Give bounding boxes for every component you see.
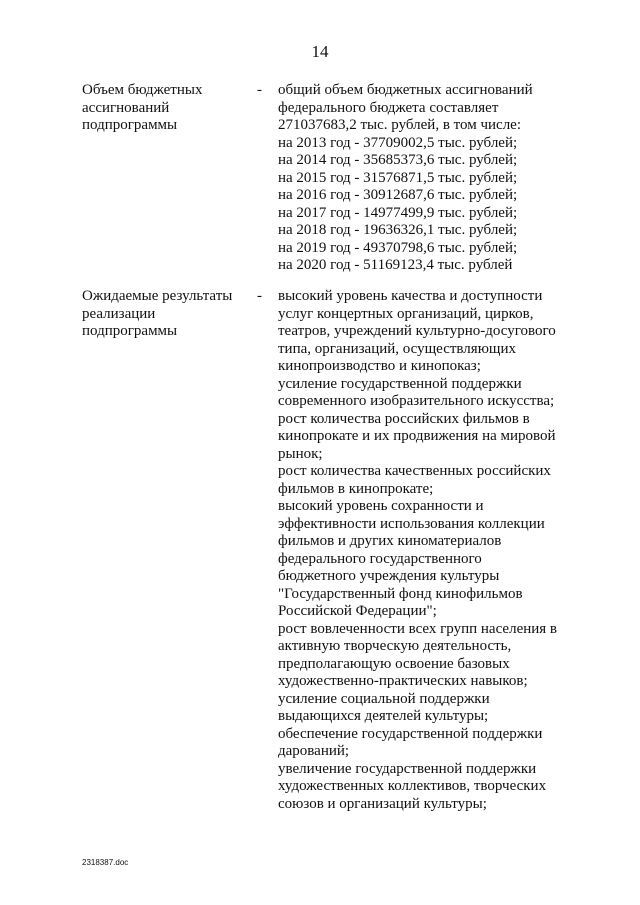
label-line: Ожидаемые результаты bbox=[82, 288, 233, 304]
content-line: фильмов в кинопрокате; bbox=[278, 480, 434, 497]
content-line: на 2014 год - 35685373,6 тыс. рублей; bbox=[278, 152, 518, 168]
label-line: Объем бюджетных bbox=[82, 82, 203, 98]
content-line: союзов и организаций культуры; bbox=[278, 795, 487, 812]
content-line: усиление социальной поддержки bbox=[278, 690, 490, 707]
content-line: художественных коллективов, творческих bbox=[278, 778, 547, 794]
content-line: художественно-практических навыков; bbox=[278, 673, 528, 689]
content-line: на 2017 год - 14977499,9 тыс. рублей; bbox=[278, 204, 518, 221]
content-line: высокий уровень качества и доступности bbox=[278, 288, 543, 304]
content-line: на 2018 год - 19636326,1 тыс. рублей; bbox=[278, 222, 518, 238]
section-content bbox=[278, 288, 578, 813]
content-line: на 2015 год - 31576871,5 тыс. рублей; bbox=[278, 169, 518, 186]
content-line: бюджетного учреждения культуры bbox=[278, 568, 500, 584]
page-number: 14 bbox=[311, 42, 329, 61]
footer-filename: 2318387.doc bbox=[82, 858, 129, 867]
label-line: подпрограммы bbox=[82, 323, 178, 339]
section-label bbox=[82, 288, 252, 341]
content-line: на 2016 год - 30912687,6 тыс. рублей; bbox=[278, 187, 518, 203]
section-content bbox=[278, 82, 578, 275]
content-line: кинопрокате и их продвижения на мировой bbox=[278, 428, 556, 444]
content-line: рост вовлеченности всех групп населения в bbox=[278, 620, 558, 637]
content-line: предполагающую освоение базовых bbox=[278, 655, 510, 672]
label-line: подпрограммы bbox=[82, 117, 178, 133]
content-line: рост количества российских фильмов в bbox=[278, 410, 530, 427]
content-line: активную творческую деятельность, bbox=[278, 638, 512, 654]
section-label bbox=[82, 82, 252, 135]
content-line: фильмов и других киноматериалов bbox=[278, 533, 502, 549]
content-line: рынок; bbox=[278, 445, 323, 462]
content-line: общий объем бюджетных ассигнований bbox=[278, 82, 533, 98]
label-line: реализации bbox=[82, 305, 156, 322]
content-line: Российской Федерации"; bbox=[278, 603, 437, 619]
content-line: увеличение государственной поддержки bbox=[278, 760, 537, 777]
content-line: услуг концертных организаций, цирков, bbox=[278, 305, 534, 322]
content-line: федерального бюджета составляет bbox=[278, 99, 499, 116]
content-line: на 2019 год - 49370798,6 тыс. рублей; bbox=[278, 239, 518, 256]
content-line: современного изобразительного искусства; bbox=[278, 393, 555, 409]
content-line: театров, учреждений культурно-досугового bbox=[278, 323, 556, 339]
content-line: федерального государственного bbox=[278, 550, 482, 567]
content-line: усиление государственной поддержки bbox=[278, 375, 522, 392]
content-line: на 2020 год - 51169123,4 тыс. рублей bbox=[278, 257, 513, 273]
content-line: обеспечение государственной поддержки bbox=[278, 725, 543, 742]
content-line: выдающихся деятелей культуры; bbox=[278, 708, 489, 724]
dash-marker: - bbox=[257, 82, 262, 98]
content-line: дарований; bbox=[278, 743, 350, 759]
content-line: "Государственный фонд кинофильмов bbox=[278, 585, 523, 602]
content-line: 271037683,2 тыс. рублей, в том числе: bbox=[278, 117, 522, 133]
content-line: эффективности использования коллекции bbox=[278, 515, 545, 532]
content-line: типа, организаций, осуществляющих bbox=[278, 340, 516, 357]
content-line: на 2013 год - 37709002,5 тыс. рублей; bbox=[278, 134, 518, 151]
content-line: рост количества качественных российских bbox=[278, 463, 551, 479]
label-line: ассигнований bbox=[82, 99, 170, 116]
dash-marker: - bbox=[257, 288, 262, 304]
content-line: кинопроизводство и кинопоказ; bbox=[278, 358, 481, 374]
content-line: высокий уровень сохранности и bbox=[278, 498, 484, 514]
